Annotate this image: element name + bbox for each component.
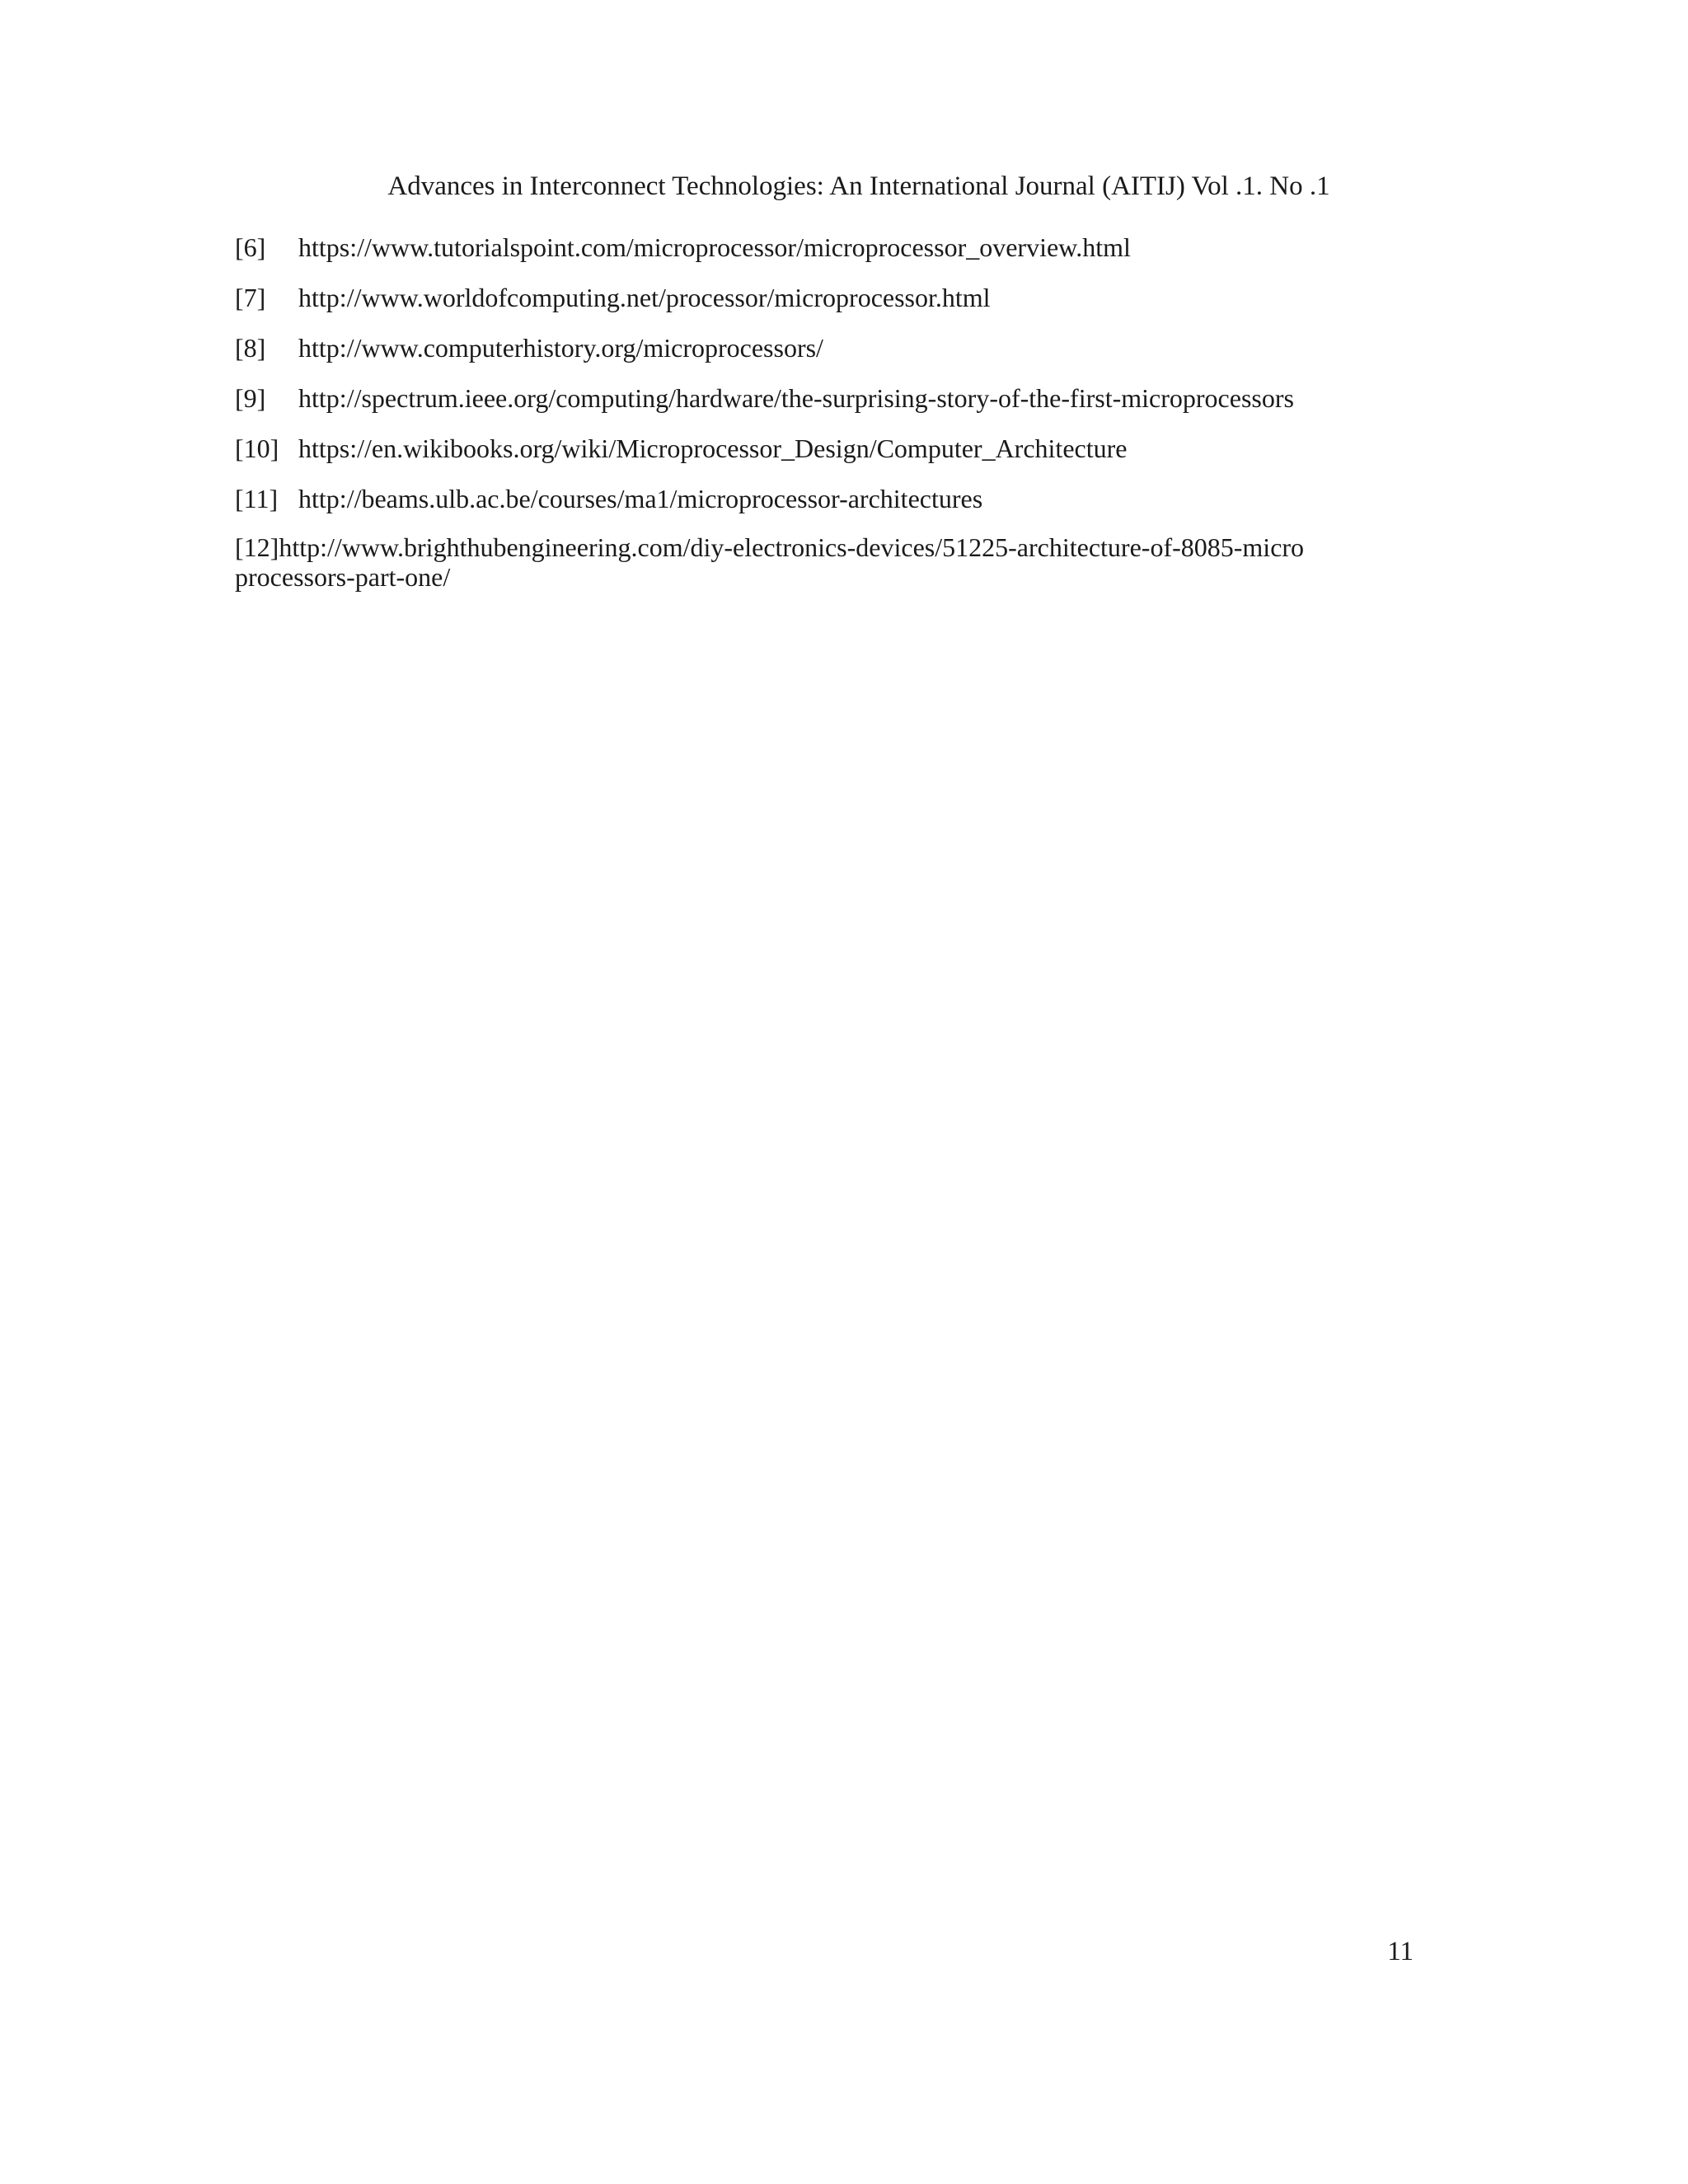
reference-url[interactable]: http://beams.ulb.ac.be/courses/ma1/microprocessor-architectures	[298, 484, 983, 513]
reference-number: [11]	[235, 484, 279, 513]
running-header: Advances in Interconnect Technologies: An International Journal (AITIJ) Vol .1. No .1	[387, 171, 1330, 201]
reference-number: [6]	[235, 232, 266, 262]
reference-url[interactable]: https://www.tutorialspoint.com/microprocessor/microprocessor_overview.html	[298, 232, 1131, 262]
reference-url[interactable]: http://www.worldofcomputing.net/processor/microprocessor.html	[298, 283, 991, 312]
reference-item	[235, 532, 1306, 592]
reference-number: [9]	[235, 383, 266, 413]
reference-item	[235, 382, 1422, 432]
reference-item	[235, 331, 1422, 382]
reference-number: [8]	[235, 333, 266, 363]
reference-url[interactable]: http://www.computerhistory.org/microprocessors/	[298, 333, 823, 363]
reference-list	[235, 231, 1422, 592]
reference-number: [7]	[235, 283, 266, 312]
reference-item	[235, 482, 1422, 532]
reference-item	[235, 231, 1422, 281]
reference-item	[235, 281, 1422, 331]
reference-number: [10]	[235, 434, 279, 463]
page-number: 11	[1387, 1937, 1414, 1966]
reference-url[interactable]: http://spectrum.ieee.org/computing/hardware/the-surprising-story-of-the-first-microprocessors	[298, 383, 1294, 413]
reference-number: [12]	[235, 532, 279, 562]
reference-url[interactable]: https://en.wikibooks.org/wiki/Microprocessor_Design/Computer_Architecture	[298, 434, 1128, 463]
reference-item	[235, 432, 1422, 482]
reference-url[interactable]: http://www.brighthubengineering.com/diy-electronics-devices/51225-architecture-of-8085-microprocessors-part-one/	[235, 532, 1305, 592]
